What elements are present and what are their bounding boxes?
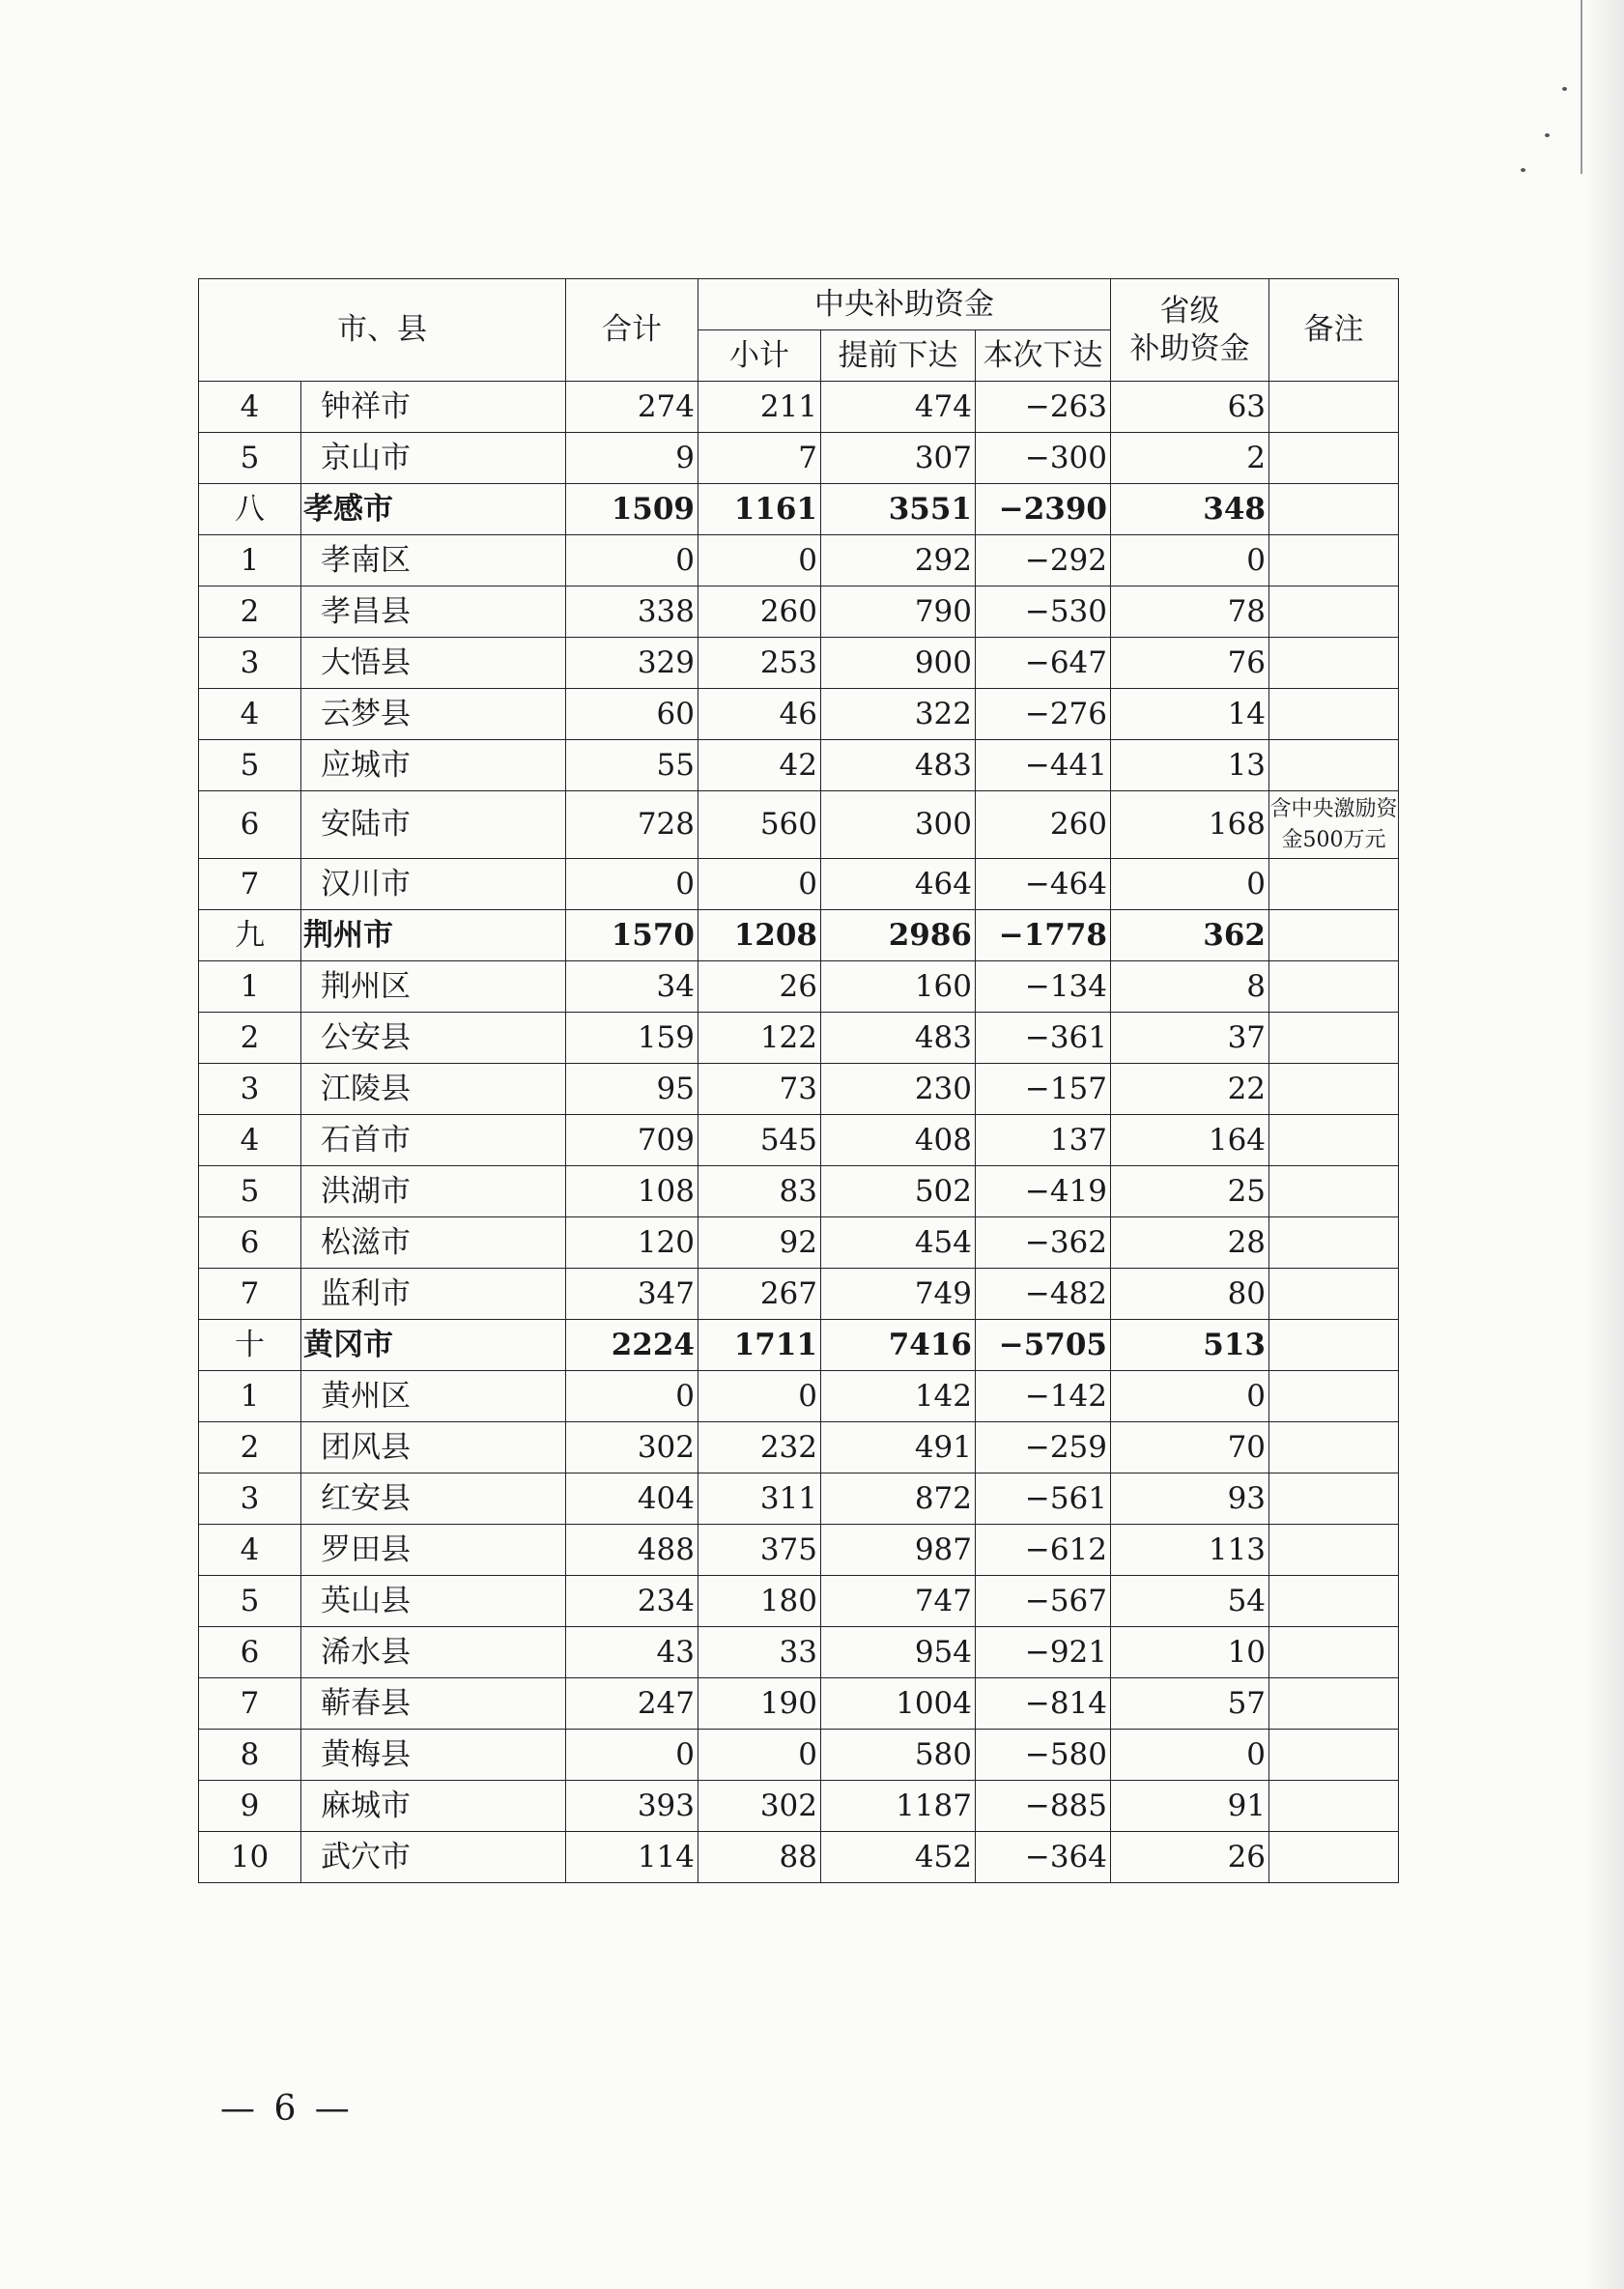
row-provincial: 91 [1111,1781,1269,1832]
row-name: 红安县 [301,1474,566,1525]
row-total: 120 [566,1217,698,1269]
table-row [199,791,1399,859]
table-row [199,961,1399,1013]
table-row [199,535,1399,587]
row-advance: 160 [821,961,976,1013]
row-note [1269,1013,1399,1064]
row-total: 95 [566,1064,698,1115]
row-current: −157 [976,1064,1111,1115]
row-current: −561 [976,1474,1111,1525]
table-row [199,1627,1399,1678]
row-current: −885 [976,1781,1111,1832]
row-note [1269,484,1399,535]
row-index: 7 [199,859,301,910]
table-row [199,1781,1399,1832]
row-total: 329 [566,638,698,689]
row-provincial: 348 [1111,484,1269,535]
row-current: −612 [976,1525,1111,1576]
row-subtotal: 180 [698,1576,821,1627]
row-total: 1509 [566,484,698,535]
row-name: 汉川市 [301,859,566,910]
row-name: 大悟县 [301,638,566,689]
row-subtotal: 122 [698,1013,821,1064]
row-subtotal: 1161 [698,484,821,535]
row-subtotal: 302 [698,1781,821,1832]
row-index: 2 [199,1013,301,1064]
row-subtotal: 311 [698,1474,821,1525]
row-current: −921 [976,1627,1111,1678]
row-name: 云梦县 [301,689,566,740]
row-subtotal: 73 [698,1064,821,1115]
row-name: 麻城市 [301,1781,566,1832]
row-note [1269,1678,1399,1730]
row-note [1269,433,1399,484]
row-advance: 452 [821,1832,976,1883]
row-total: 247 [566,1678,698,1730]
row-current: −259 [976,1422,1111,1474]
row-current: −361 [976,1013,1111,1064]
row-total: 1570 [566,910,698,961]
row-current: −142 [976,1371,1111,1422]
row-note [1269,1217,1399,1269]
row-total: 302 [566,1422,698,1474]
row-index: 2 [199,587,301,638]
row-total: 159 [566,1013,698,1064]
row-advance: 1004 [821,1678,976,1730]
row-note [1269,1371,1399,1422]
row-advance: 7416 [821,1320,976,1371]
row-advance: 3551 [821,484,976,535]
row-total: 709 [566,1115,698,1166]
row-current: −814 [976,1678,1111,1730]
row-provincial: 10 [1111,1627,1269,1678]
header-region: 市、县 [199,279,566,382]
row-provincial: 2 [1111,433,1269,484]
scan-speck [1545,133,1550,137]
row-subtotal: 26 [698,961,821,1013]
row-name: 罗田县 [301,1525,566,1576]
header-provincial-line2: 补助资金 [1129,330,1250,366]
row-provincial: 93 [1111,1474,1269,1525]
header-provincial [1111,279,1269,382]
row-advance: 322 [821,689,976,740]
row-current: −580 [976,1730,1111,1781]
row-total: 2224 [566,1320,698,1371]
header-subtotal: 小计 [698,330,821,382]
row-total: 60 [566,689,698,740]
row-name: 安陆市 [301,791,566,859]
row-subtotal: 88 [698,1832,821,1883]
table-row [199,382,1399,433]
row-name: 荆州区 [301,961,566,1013]
table-row [199,1166,1399,1217]
row-index: 3 [199,638,301,689]
row-total: 0 [566,1371,698,1422]
table-row [199,638,1399,689]
row-subtotal: 42 [698,740,821,791]
row-note [1269,1525,1399,1576]
row-note [1269,1781,1399,1832]
table-row [199,1422,1399,1474]
row-provincial: 25 [1111,1166,1269,1217]
row-total: 114 [566,1832,698,1883]
row-current: −292 [976,535,1111,587]
row-current: −263 [976,382,1111,433]
row-note [1269,382,1399,433]
row-provincial: 164 [1111,1115,1269,1166]
row-index: 5 [199,1576,301,1627]
row-advance: 292 [821,535,976,587]
row-name: 英山县 [301,1576,566,1627]
row-current: −5705 [976,1320,1111,1371]
table-row [199,1730,1399,1781]
row-index: 十 [199,1320,301,1371]
row-index: 6 [199,1627,301,1678]
table-row [199,484,1399,535]
row-advance: 142 [821,1371,976,1422]
table-row [199,587,1399,638]
table-header [199,279,1399,382]
row-name: 石首市 [301,1115,566,1166]
table-row [199,910,1399,961]
row-note [1269,1422,1399,1474]
row-index: 1 [199,535,301,587]
row-note [1269,1576,1399,1627]
row-total: 393 [566,1781,698,1832]
row-index: 6 [199,791,301,859]
row-current: 260 [976,791,1111,859]
row-provincial: 13 [1111,740,1269,791]
scan-speck [1562,87,1567,91]
row-name: 武穴市 [301,1832,566,1883]
row-advance: 954 [821,1627,976,1678]
row-total: 728 [566,791,698,859]
row-index: 8 [199,1730,301,1781]
row-provincial: 80 [1111,1269,1269,1320]
header-provincial-line1: 省级 [1159,293,1220,329]
row-total: 0 [566,859,698,910]
row-index: 7 [199,1269,301,1320]
row-note [1269,1166,1399,1217]
row-current: −482 [976,1269,1111,1320]
table-row [199,1832,1399,1883]
row-index: 4 [199,1115,301,1166]
scan-speck [1521,168,1525,172]
row-subtotal: 1208 [698,910,821,961]
row-total: 488 [566,1525,698,1576]
row-advance: 502 [821,1166,976,1217]
row-name: 京山市 [301,433,566,484]
row-subtotal: 211 [698,382,821,433]
row-current: −567 [976,1576,1111,1627]
row-provincial: 362 [1111,910,1269,961]
row-provincial: 70 [1111,1422,1269,1474]
table-row [199,1217,1399,1269]
row-subtotal: 92 [698,1217,821,1269]
subsidy-table [198,278,1399,1883]
row-total: 9 [566,433,698,484]
row-note [1269,535,1399,587]
row-advance: 872 [821,1474,976,1525]
row-advance: 307 [821,433,976,484]
row-index: 3 [199,1064,301,1115]
row-name: 黄州区 [301,1371,566,1422]
row-note [1269,740,1399,791]
row-provincial: 26 [1111,1832,1269,1883]
table-row [199,1320,1399,1371]
row-subtotal: 46 [698,689,821,740]
row-index: 5 [199,1166,301,1217]
row-note [1269,1269,1399,1320]
header-current: 本次下达 [976,330,1111,382]
row-subtotal: 253 [698,638,821,689]
row-note [1269,859,1399,910]
row-provincial: 0 [1111,1730,1269,1781]
row-advance: 300 [821,791,976,859]
row-provincial: 14 [1111,689,1269,740]
row-index: 4 [199,382,301,433]
page-edge-shadow [1585,0,1624,2289]
row-name: 松滋市 [301,1217,566,1269]
row-current: −134 [976,961,1111,1013]
row-advance: 749 [821,1269,976,1320]
row-index: 4 [199,1525,301,1576]
row-total: 274 [566,382,698,433]
row-subtotal: 0 [698,1730,821,1781]
row-note [1269,1320,1399,1371]
row-index: 7 [199,1678,301,1730]
row-name: 孝感市 [301,484,566,535]
row-note [1269,1627,1399,1678]
row-advance: 474 [821,382,976,433]
row-provincial: 0 [1111,535,1269,587]
row-index: 九 [199,910,301,961]
row-provincial: 168 [1111,791,1269,859]
row-current: −647 [976,638,1111,689]
row-subtotal: 0 [698,859,821,910]
row-note [1269,1064,1399,1115]
row-index: 3 [199,1474,301,1525]
row-current: −276 [976,689,1111,740]
row-current: −419 [976,1166,1111,1217]
row-note [1269,910,1399,961]
table-row [199,1064,1399,1115]
row-note [1269,1832,1399,1883]
row-provincial: 63 [1111,382,1269,433]
row-index: 八 [199,484,301,535]
row-subtotal: 260 [698,587,821,638]
row-advance: 987 [821,1525,976,1576]
row-note [1269,1474,1399,1525]
row-index: 10 [199,1832,301,1883]
row-name: 荆州市 [301,910,566,961]
row-note [1269,1115,1399,1166]
page-edge-line [1581,0,1582,174]
row-note [1269,587,1399,638]
row-name: 应城市 [301,740,566,791]
row-advance: 747 [821,1576,976,1627]
row-name: 监利市 [301,1269,566,1320]
row-current: −464 [976,859,1111,910]
row-provincial: 76 [1111,638,1269,689]
row-advance: 483 [821,740,976,791]
row-name: 孝南区 [301,535,566,587]
row-subtotal: 7 [698,433,821,484]
row-advance: 900 [821,638,976,689]
row-index: 2 [199,1422,301,1474]
row-advance: 408 [821,1115,976,1166]
row-index: 9 [199,1781,301,1832]
row-provincial: 78 [1111,587,1269,638]
row-name: 江陵县 [301,1064,566,1115]
row-subtotal: 0 [698,1371,821,1422]
row-subtotal: 545 [698,1115,821,1166]
row-subtotal: 83 [698,1166,821,1217]
row-advance: 454 [821,1217,976,1269]
row-subtotal: 560 [698,791,821,859]
header-note: 备注 [1269,279,1399,382]
row-subtotal: 267 [698,1269,821,1320]
row-total: 338 [566,587,698,638]
table-row [199,433,1399,484]
row-note [1269,689,1399,740]
row-total: 347 [566,1269,698,1320]
row-subtotal: 190 [698,1678,821,1730]
table-row [199,1371,1399,1422]
row-current: −1778 [976,910,1111,961]
row-provincial: 0 [1111,859,1269,910]
table-row [199,1013,1399,1064]
row-note: 含中央激励资金500万元 [1269,791,1399,859]
row-provincial: 113 [1111,1525,1269,1576]
header-advance: 提前下达 [821,330,976,382]
row-name: 团风县 [301,1422,566,1474]
row-provincial: 8 [1111,961,1269,1013]
header-central: 中央补助资金 [698,279,1111,330]
row-index: 5 [199,740,301,791]
row-current: −300 [976,433,1111,484]
row-current: 137 [976,1115,1111,1166]
row-name: 黄冈市 [301,1320,566,1371]
table-row [199,1115,1399,1166]
row-advance: 491 [821,1422,976,1474]
row-note [1269,961,1399,1013]
table-row [199,1269,1399,1320]
row-subtotal: 375 [698,1525,821,1576]
table-row [199,689,1399,740]
table-row [199,1525,1399,1576]
table-row [199,740,1399,791]
row-subtotal: 33 [698,1627,821,1678]
row-total: 43 [566,1627,698,1678]
table-row [199,1576,1399,1627]
row-provincial: 0 [1111,1371,1269,1422]
row-name: 黄梅县 [301,1730,566,1781]
row-total: 0 [566,1730,698,1781]
row-index: 6 [199,1217,301,1269]
row-provincial: 22 [1111,1064,1269,1115]
row-advance: 580 [821,1730,976,1781]
row-provincial: 57 [1111,1678,1269,1730]
row-note [1269,1730,1399,1781]
row-provincial: 54 [1111,1576,1269,1627]
row-advance: 230 [821,1064,976,1115]
row-total: 55 [566,740,698,791]
row-name: 浠水县 [301,1627,566,1678]
row-provincial: 37 [1111,1013,1269,1064]
table-row [199,1474,1399,1525]
row-advance: 1187 [821,1781,976,1832]
row-advance: 2986 [821,910,976,961]
row-note [1269,638,1399,689]
page-number: — 6 — [220,2089,354,2129]
row-subtotal: 232 [698,1422,821,1474]
row-provincial: 28 [1111,1217,1269,1269]
table-body [199,382,1399,1883]
row-provincial: 513 [1111,1320,1269,1371]
row-name: 钟祥市 [301,382,566,433]
header-total: 合计 [566,279,698,382]
row-name: 公安县 [301,1013,566,1064]
row-current: −2390 [976,484,1111,535]
row-name: 洪湖市 [301,1166,566,1217]
table-row [199,1678,1399,1730]
row-name: 蕲春县 [301,1678,566,1730]
row-total: 0 [566,535,698,587]
table-row [199,859,1399,910]
row-index: 5 [199,433,301,484]
row-current: −530 [976,587,1111,638]
row-total: 404 [566,1474,698,1525]
row-advance: 790 [821,587,976,638]
row-index: 1 [199,1371,301,1422]
row-current: −441 [976,740,1111,791]
row-current: −362 [976,1217,1111,1269]
row-subtotal: 0 [698,535,821,587]
row-index: 4 [199,689,301,740]
row-total: 34 [566,961,698,1013]
row-total: 234 [566,1576,698,1627]
row-advance: 483 [821,1013,976,1064]
row-total: 108 [566,1166,698,1217]
row-advance: 464 [821,859,976,910]
row-current: −364 [976,1832,1111,1883]
row-subtotal: 1711 [698,1320,821,1371]
row-index: 1 [199,961,301,1013]
row-name: 孝昌县 [301,587,566,638]
